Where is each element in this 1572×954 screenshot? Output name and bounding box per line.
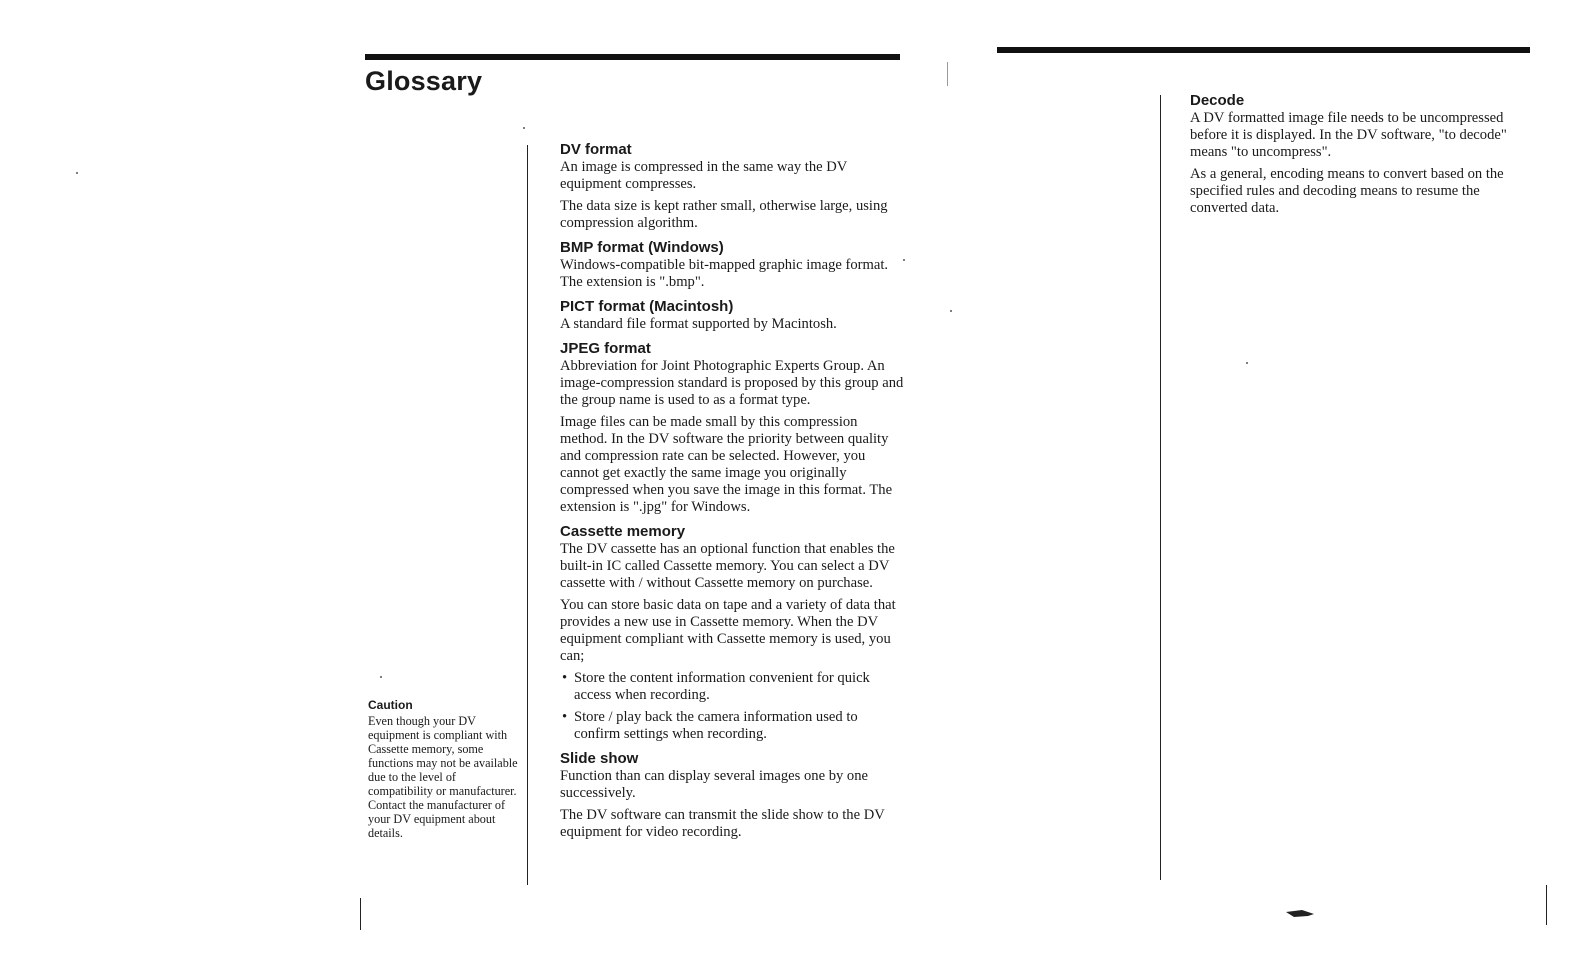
- glossary-definition: Function than can display several images one by one successively.: [560, 768, 869, 801]
- glossary-entry-jpeg-format: [560, 339, 905, 516]
- scan-speck: [950, 310, 952, 312]
- glossary-entry-dv-format: [560, 140, 905, 232]
- glossary-definition: A standard file format supported by Macintosh.: [560, 316, 837, 332]
- glossary-term: Decode: [1190, 92, 1245, 109]
- caution-heading: Caution: [368, 698, 413, 712]
- gutter-mark: [947, 62, 948, 86]
- scan-speck: [1246, 362, 1248, 364]
- scan-smudge: [1284, 906, 1318, 920]
- right-page-top-rule: [997, 47, 1530, 53]
- cassette-memory-bullet-list: [560, 670, 905, 743]
- glossary-term: BMP format (Windows): [560, 239, 724, 256]
- glossary-term: PICT format (Macintosh): [560, 298, 734, 315]
- scan-speck: [523, 127, 525, 129]
- glossary-definition: You can store basic data on tape and a variety of data that provides a new use in Cassette memory. When the DV equipment compliant with Cassette memory is used, you can;: [560, 597, 896, 664]
- glossary-definition: The DV cassette has an optional function that enables the built-in IC called Cassette memory. You can select a DV cassette with / without Cassette memory on purchase.: [560, 541, 895, 591]
- scan-speck: [76, 172, 78, 174]
- glossary-entry-pict-format: [560, 297, 905, 333]
- glossary-definition: A DV formatted image file needs to be uncompressed before it is displayed. In the DV software, "to decode" means "to uncompress".: [1190, 110, 1507, 160]
- page-title: Glossary: [365, 66, 483, 96]
- glossary-term: Slide show: [560, 750, 639, 767]
- glossary-definition: The data size is kept rather small, otherwise large, using compression algorithm.: [560, 198, 888, 231]
- scan-speck: [380, 676, 382, 678]
- glossary-definition: As a general, encoding means to convert based on the specified rules and decoding means to resume the converted data.: [1190, 166, 1504, 216]
- left-bottom-mark: [360, 898, 361, 930]
- glossary-definition: Abbreviation for Joint Photographic Experts Group. An image-compression standard is proposed by this group and the group name is used to as a format type.: [560, 358, 904, 408]
- glossary-definition: The DV software can transmit the slide show to the DV equipment for video recording.: [560, 807, 885, 840]
- right-column-separator: [1160, 95, 1161, 880]
- glossary-entry-slide-show: [560, 749, 905, 841]
- bullet-item: • Store the content information convenient for quick access when recording.: [560, 670, 905, 704]
- glossary-term: JPEG format: [560, 340, 651, 357]
- glossary-definition: An image is compressed in the same way the DV equipment compresses.: [560, 159, 848, 192]
- caution-note: [368, 698, 518, 840]
- caution-paragraph: Contact the manufacturer of your DV equipment about details.: [368, 798, 506, 840]
- glossary-term: DV format: [560, 141, 632, 158]
- glossary-definition: Windows-compatible bit-mapped graphic image format. The extension is ".bmp".: [560, 257, 889, 290]
- middle-column-separator: [527, 145, 528, 885]
- scan-speck: [903, 259, 905, 261]
- glossary-column-right: [1190, 91, 1535, 223]
- glossary-column-left: [560, 140, 905, 847]
- caution-paragraph: Even though your DV equipment is compliant with Cassette memory, some functions may not be available due to the level of compatibility or manufacturer.: [368, 714, 518, 798]
- right-bottom-mark: [1546, 885, 1547, 925]
- glossary-entry-bmp-format: [560, 238, 905, 291]
- glossary-definition: Image files can be made small by this compression method. In the DV software the priority between quality and compression rate can be selected. However, you cannot get exactly the same image you originally compressed when you save the image in this format. The extension is ".jpg" for Windows.: [560, 414, 893, 515]
- bullet-item: • Store / play back the camera information used to confirm settings when recording.: [560, 709, 905, 743]
- glossary-entry-decode: [1190, 91, 1535, 217]
- glossary-term: Cassette memory: [560, 523, 686, 540]
- left-page-top-rule: [365, 54, 900, 60]
- glossary-entry-cassette-memory: [560, 522, 905, 743]
